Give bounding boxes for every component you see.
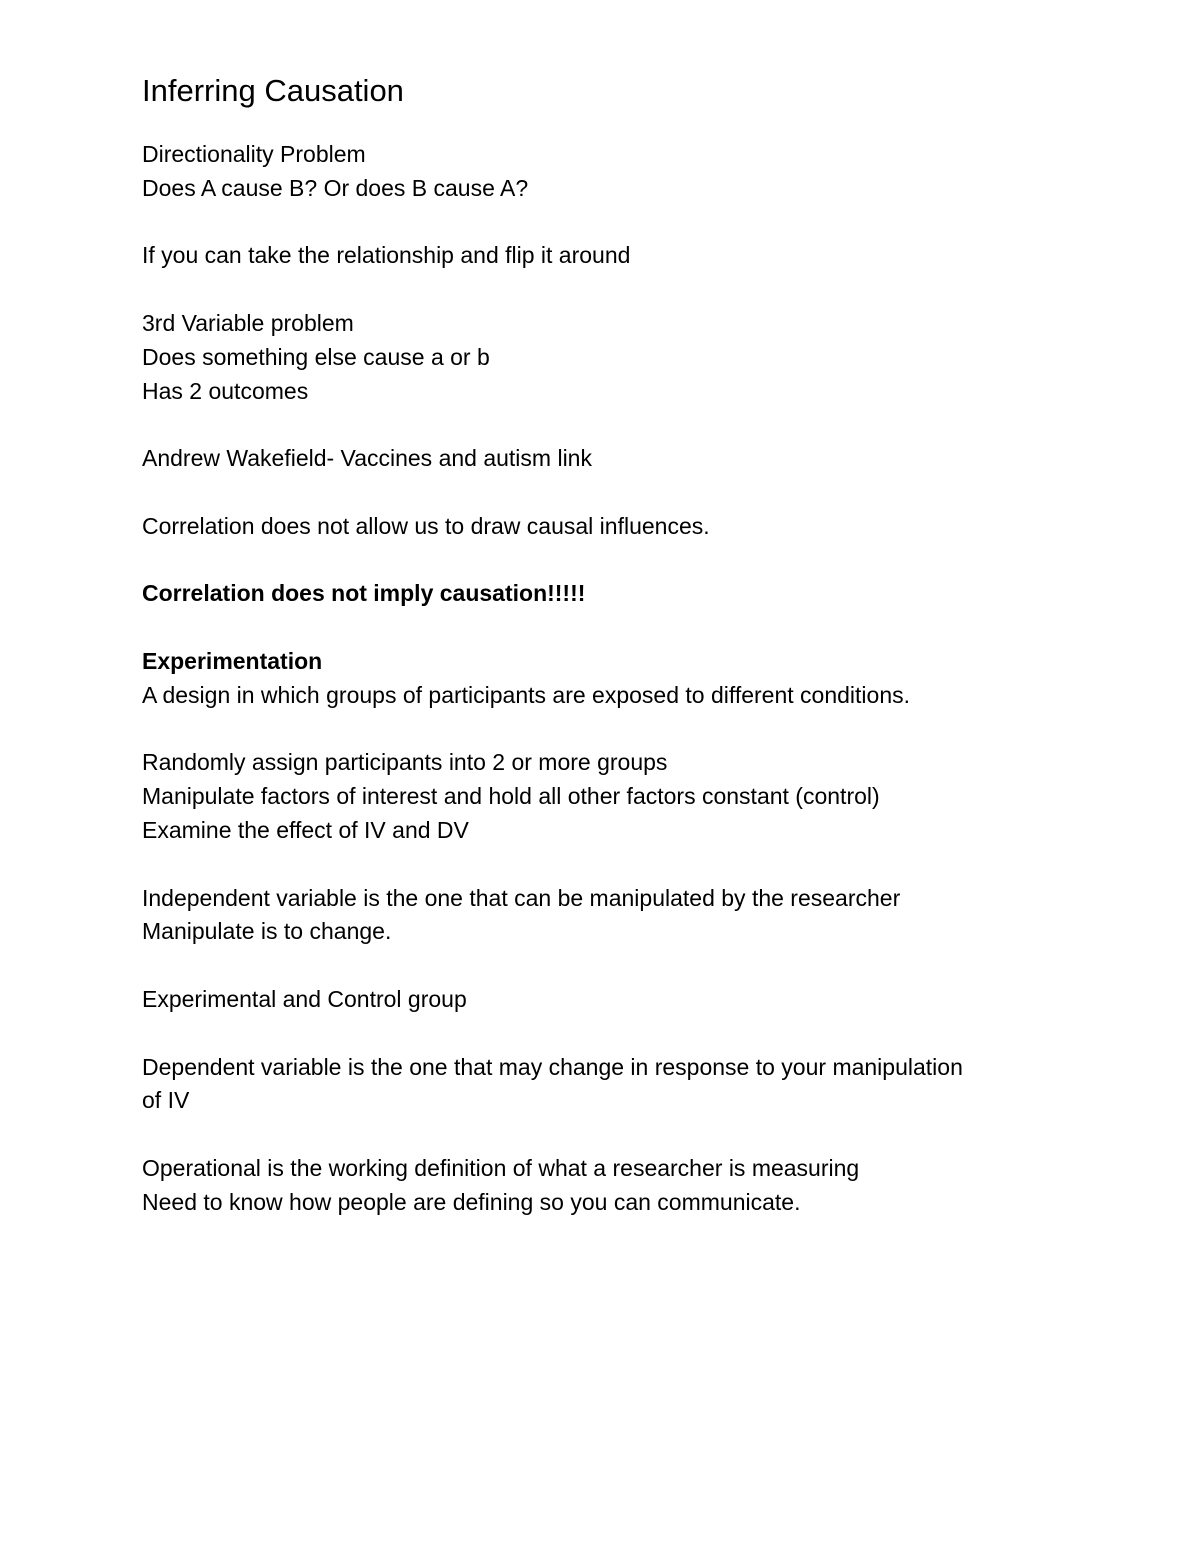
blank-line: [142, 476, 1072, 510]
blank-line: [142, 611, 1072, 645]
text-line: Does A cause B? Or does B cause A?: [142, 174, 529, 201]
text-line: Has 2 outcomes: [142, 377, 309, 404]
blank-line: [142, 1118, 1072, 1152]
text-line: If you can take the relationship and flip it around: [142, 242, 631, 269]
text-line: Experimental and Control group: [142, 985, 467, 1012]
blank-line: [142, 273, 1072, 307]
text-line: Examine the effect of IV and DV: [142, 816, 469, 843]
blank-line: [142, 949, 1072, 983]
text-line: Manipulate factors of interest and hold all other factors constant (control): [142, 783, 880, 810]
text-line: Directionality Problem: [142, 141, 366, 167]
blank-line: [142, 544, 1072, 578]
text-line: Randomly assign participants into 2 or more groups: [142, 749, 668, 776]
bold-text-line: Correlation does not imply causation!!!!!: [142, 580, 586, 607]
document-lines: [142, 138, 1072, 1220]
text-line: Operational is the working definition of what a researcher is measuring: [142, 1154, 860, 1181]
document-body: [142, 72, 1072, 1220]
blank-line: [142, 848, 1072, 882]
blank-line: [142, 408, 1072, 442]
text-line: Need to know how people are defining so you can communicate.: [142, 1188, 801, 1215]
text-line: Correlation does not allow us to draw causal influences.: [142, 512, 710, 539]
text-line: A design in which groups of participants are exposed to different conditions.: [142, 681, 910, 708]
blank-line: [142, 713, 1072, 747]
blank-line: [142, 206, 1072, 240]
blank-line: [142, 1017, 1072, 1051]
bold-text-line: Experimentation: [142, 647, 323, 674]
document-title: Inferring Causation: [142, 73, 404, 108]
text-line: 3rd Variable problem: [142, 309, 354, 336]
text-line: Andrew Wakefield- Vaccines and autism link: [142, 445, 592, 472]
text-line: Manipulate is to change.: [142, 918, 392, 945]
text-line: of IV: [142, 1087, 190, 1114]
text-line: Does something else cause a or b: [142, 343, 490, 370]
text-line: Independent variable is the one that can be manipulated by the researcher: [142, 884, 901, 911]
text-line: Dependent variable is the one that may change in response to your manipulation: [142, 1053, 963, 1080]
